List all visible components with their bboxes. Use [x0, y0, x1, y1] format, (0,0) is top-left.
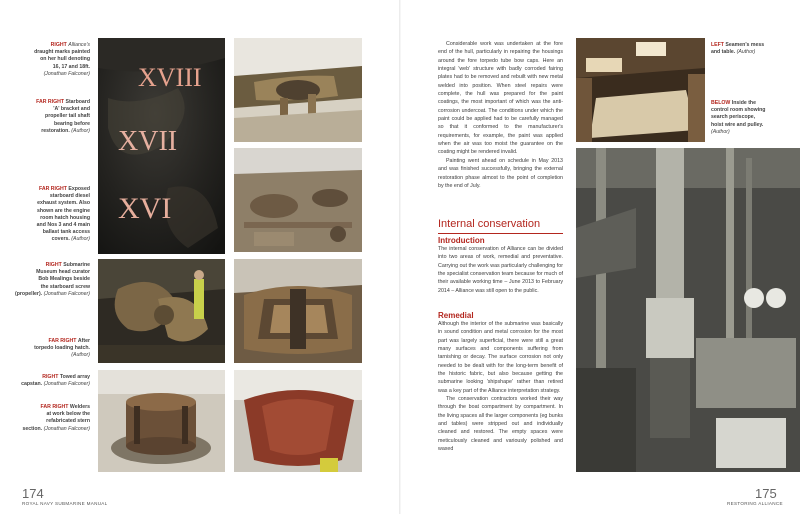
- remedial-paragraph-2: The conservation contractors worked their way through the boat compartment by compartment. In the living spaces all the larger components (eg bunks and tables) were stripped out and individually cleaned and restored. The empty spaces were meticulously cleaned and variously polished and waxed: [438, 396, 563, 453]
- remedial-paragraph-1: Although the interior of the submarine was basically in sound condition and metal corrosion for the most part was largely superficial, there were still a great many surfaces and components suffering from tarnishing or decay. The surface corrosion not only needed to be dealt with for the long-term benefit of the historic fabric, but also because getting the submarine looking 'shipshape' rather than retired was a key part of the Alliance interpretation strategy.: [438, 321, 563, 394]
- caption-draught-marks: RIGHT Alliance's draught marks painted on her hull denoting 16, 17 and 18ft. (Jonathan Falconer): [34, 42, 90, 77]
- photo-propeller: [98, 259, 225, 363]
- section-title-rule: [438, 233, 563, 234]
- photo-draught-marks: [98, 38, 225, 254]
- caption-curator: RIGHT Submarine Museum head curator Bob Mealings beside the starboard screw (propeller). (Jonathan Falconer): [15, 262, 90, 297]
- right-running-head: RESTORING ALLIANCE: [727, 501, 783, 506]
- intro-paragraph-2: Painting went ahead on schedule in May 2013 and was finished successfully, bringing the external restoration phase almost to the point of completion by the end of July.: [438, 157, 563, 189]
- caption-seamens-mess: LEFT Seamen's mess and table. (Author): [711, 42, 765, 56]
- left-folio: 174: [22, 486, 44, 501]
- spine-gutter: [399, 0, 401, 514]
- intro-paragraph-1: Considerable work was undertaken at the fore end of the hull, particularly in repairing the housings around the fore torpedo tube bow caps. Here an integral 'web' structure with badly corroded fairing plates had to be removed and rebuilt with new metal welded into position. When steel repairs were complete, the hull was prepared for the paint coatings, the most important of which was the anti-corrosion undercoat. The conditions under which the paint could be applied had to be carefully managed so that it conformed to the manufacturer's requirements, for example, the paint was applied when the air was too moist the guarantee on the coating might be rendered invalid.: [438, 41, 563, 156]
- draught-mark-17: XVII: [118, 126, 178, 157]
- draught-marks-image: [98, 38, 225, 254]
- remedial-body: [438, 320, 563, 472]
- introduction-heading: Introduction: [438, 236, 485, 245]
- draught-mark-16: XVI: [118, 192, 172, 225]
- caption-torpedo-hatch: FAR RIGHT After torpedo loading hatch. (Author): [34, 338, 90, 359]
- introduction-paragraph: The internal conservation of Alliance can be divided into two areas of work, remedial and preventative. Carrying out the work was particularly challenging for the specialist conservation team because for much of their available working time – June 2013 to February 2014 – Alliance was still open to the public.: [438, 246, 563, 294]
- caption-welders: FAR RIGHT Welders at work below the refabricated stern section. (Jonathan Falconer): [22, 404, 90, 432]
- left-running-head: ROYAL NAVY SUBMARINE MANUAL: [22, 501, 108, 506]
- photo-a-bracket: [234, 38, 362, 142]
- body-column-top: [438, 40, 563, 190]
- photo-welders: [234, 370, 362, 472]
- remedial-heading: Remedial: [438, 311, 474, 320]
- caption-a-bracket: FAR RIGHT Starboard 'A' bracket and propeller tail shaft bearing before restoration. (Author): [36, 99, 90, 134]
- introduction-body: [438, 245, 563, 295]
- photo-seamens-mess: [576, 38, 705, 142]
- photo-torpedo-hatch: [234, 259, 362, 363]
- photo-control-room: [576, 148, 800, 472]
- section-title: Internal conservation: [438, 218, 541, 230]
- caption-diesel-exhaust: FAR RIGHT Exposed starboard diesel exhaust system. Also shown are the engine room hatch housing and Nos 3 and 4 main ballast tank access covers. (Author): [36, 186, 90, 243]
- right-folio: 175: [755, 486, 777, 501]
- caption-control-room: BELOW Inside the control room showing search periscope, hoist wire and pulley. (Author): [711, 100, 766, 135]
- caption-capstan: RIGHT Towed array capstan. (Jonathan Falconer): [21, 374, 90, 388]
- draught-mark-18: XVIII: [138, 63, 202, 92]
- photo-capstan: [98, 370, 225, 472]
- photo-diesel-exhaust: [234, 148, 362, 252]
